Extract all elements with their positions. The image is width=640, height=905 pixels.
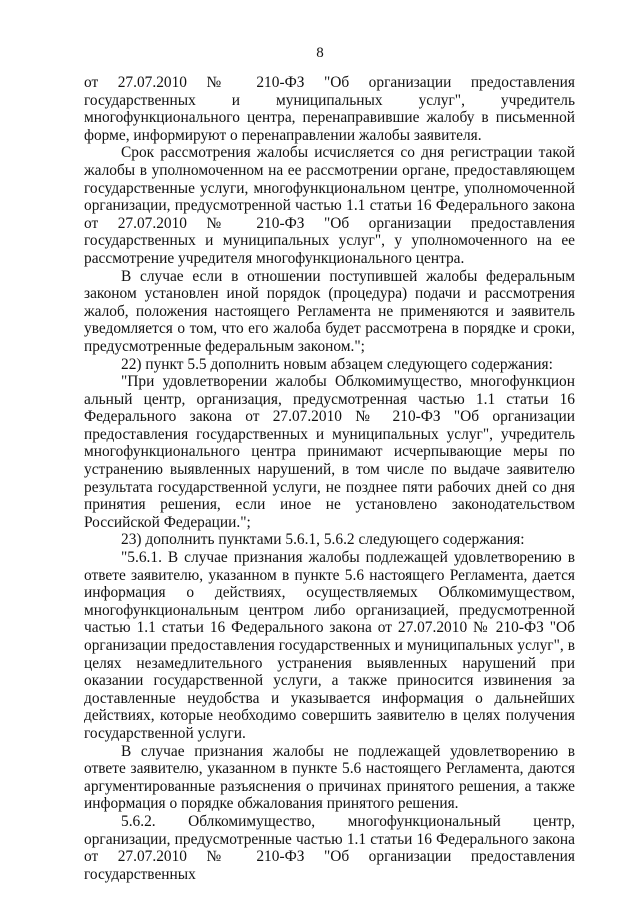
paragraph: "При удовлетворении жалобы Облкомимущество, многофункцион альный центр, организация, предусмотренная частью 1.1 статьи 16 Федерального закона от 27.07.2010 № 210-ФЗ "Об организации предоставления государственных и муниципальных услуг", учредитель многофункционального центра принимают исчерпывающие меры по устранению выявленных нарушений, в том числе по выдаче заявителю результата государственной услуги, не позднее пяти рабочих дней со дня принятия решения, если иное не установлено законодательством Российской Федерации."; <box>84 373 575 531</box>
page-number: 8 <box>316 45 324 61</box>
paragraph: 5.6.2. Облкомимущество, многофункциональный центр, организации, предусмотренные частью 1.1 статьи 16 Федерального закона от 27.07.2010 № 210-ФЗ "Об организации предоставления государственных <box>84 812 575 883</box>
body-text <box>84 74 575 883</box>
paragraph: "5.6.1. В случае признания жалобы подлежащей удовлетворению в ответе заявителю, указанном в пункте 5.6 настоящего Регламента, дается информация о действиях, осуществляемых Облкомимуществом, многофункциональным центром либо организацией, предусмотренной частью 1.1 статьи 16 Федерального закона от 27.07.2010 № 210-ФЗ "Об организации предоставления государственных и муниципальных услуг", в целях незамедлительного устранения выявленных нарушений при оказании государственной услуги, а также приносится извинения за доставленные неудобства и указывается информация о дальнейших действиях, которые необходимо совершить заявителю в целях получения государственной услуги. <box>84 549 575 742</box>
paragraph: В случае если в отношении поступившей жалобы федеральным законом установлен иной порядок (процедура) подачи и рассмотрения жалоб, положения настоящего Регламента не применяются и заявитель уведомляется о том, что его жалоба будет рассмотрена в порядке и сроки, предусмотренные федеральным законом."; <box>84 267 575 355</box>
paragraph: от 27.07.2010 № 210-ФЗ "Об организации предоставления государственных и муниципальных услуг", учредитель многофункционального центра, перенаправившие жалобу в письменной форме, информируют о перенаправлении жалобы заявителя. <box>84 74 575 144</box>
paragraph: В случае признания жалобы не подлежащей удовлетворению в ответе заявителю, указанном в пункте 5.6 настоящего Регламента, даются аргументированные разъяснения о причинах принятого решения, а также информация о порядке обжалования принятого решения. <box>84 742 575 813</box>
paragraph: 22) пункт 5.5 дополнить новым абзацем следующего содержания: <box>121 355 553 373</box>
paragraph: 23) дополнить пунктами 5.6.1, 5.6.2 следующего содержания: <box>121 531 525 549</box>
paragraph: Срок рассмотрения жалобы исчисляется со дня регистрации такой жалобы в уполномоченном на ее рассмотрении органе, предоставляющем государственные услуги, многофункциональном центре, уполномоченной организации, предусмотренной частью 1.1 статьи 16 Федерального закона от 27.07.2010 № 210-ФЗ "Об организации предоставления государственных и муниципальных услуг", у уполномоченного на ее рассмотрение учредителя многофункционального центра. <box>84 144 575 267</box>
